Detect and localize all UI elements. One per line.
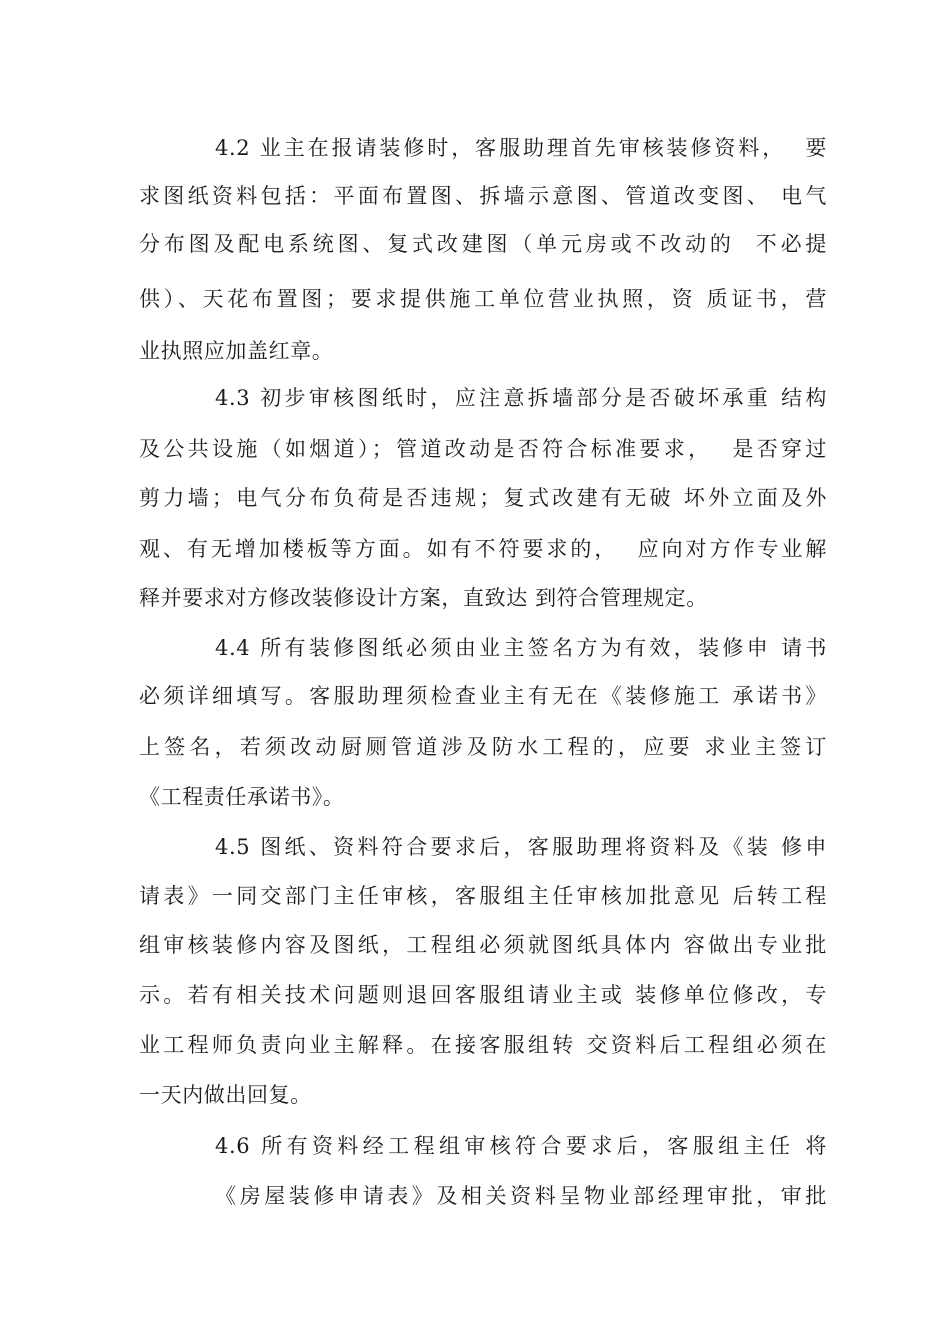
- paragraph-line: 请表》一同交部门主任审核，客服组主任审核加批意见 后转工程: [139, 884, 827, 908]
- paragraph-line: 供）、天花布置图；要求提供施工单位营业执照，资 质证书，营: [139, 287, 827, 311]
- paragraph-line: 业执照应加盖红章。: [139, 339, 334, 363]
- paragraph-line: 4.4 所有装修图纸必须由业主签名方为有效，装修申 请书: [215, 636, 827, 660]
- paragraph-line: 观、有无增加楼板等方面。如有不符要求的， 应向对方作专业解: [139, 537, 827, 561]
- paragraph-line: 及公共设施（如烟道）；管道改动是否符合标准要求， 是否穿过: [139, 437, 827, 461]
- paragraph-line: 《工程责任承诺书》。: [139, 785, 345, 809]
- paragraph-line: 释并要求对方修改装修设计方案，直致达 到符合管理规定。: [139, 586, 708, 610]
- paragraph-line: 组审核装修内容及图纸，工程组必须就图纸具体内 容做出专业批: [139, 933, 827, 957]
- paragraph-line: 示。若有相关技术问题则退回客服组请业主或 装修单位修改，专: [139, 983, 827, 1007]
- paragraph-line: 上签名，若须改动厨厕管道涉及防水工程的，应要 求业主签订: [139, 735, 827, 759]
- paragraph-line: 4.6 所有资料经工程组审核符合要求后，客服组主任 将: [215, 1134, 827, 1158]
- paragraph-line: 分布图及配电系统图、复式改建图（单元房或不改动的 不必提: [139, 232, 827, 256]
- paragraph-line: 业工程师负责向业主解释。在接客服组转 交资料后工程组必须在: [139, 1033, 827, 1057]
- paragraph-line: 4.2 业主在报请装修时，客服助理首先审核装修资料， 要: [215, 136, 827, 160]
- paragraph-line: 4.3 初步审核图纸时，应注意拆墙部分是否破坏承重 结构: [215, 386, 827, 410]
- paragraph-line: 4.5 图纸、资料符合要求后，客服助理将资料及《装 修申: [215, 835, 827, 859]
- paragraph-line: 求图纸资料包括：平面布置图、拆墙示意图、管道改变图、 电气: [139, 184, 827, 208]
- paragraph-line: 必须详细填写。客服助理须检查业主有无在《装修施工 承诺书》: [139, 684, 827, 708]
- paragraph-line: 剪力墙；电气分布负荷是否违规；复式改建有无破 坏外立面及外: [139, 486, 827, 510]
- paragraph-line: 一天内做出回复。: [139, 1083, 312, 1107]
- paragraph-line: 《房屋装修申请表》及相关资料呈物业部经理审批，审批: [215, 1184, 827, 1208]
